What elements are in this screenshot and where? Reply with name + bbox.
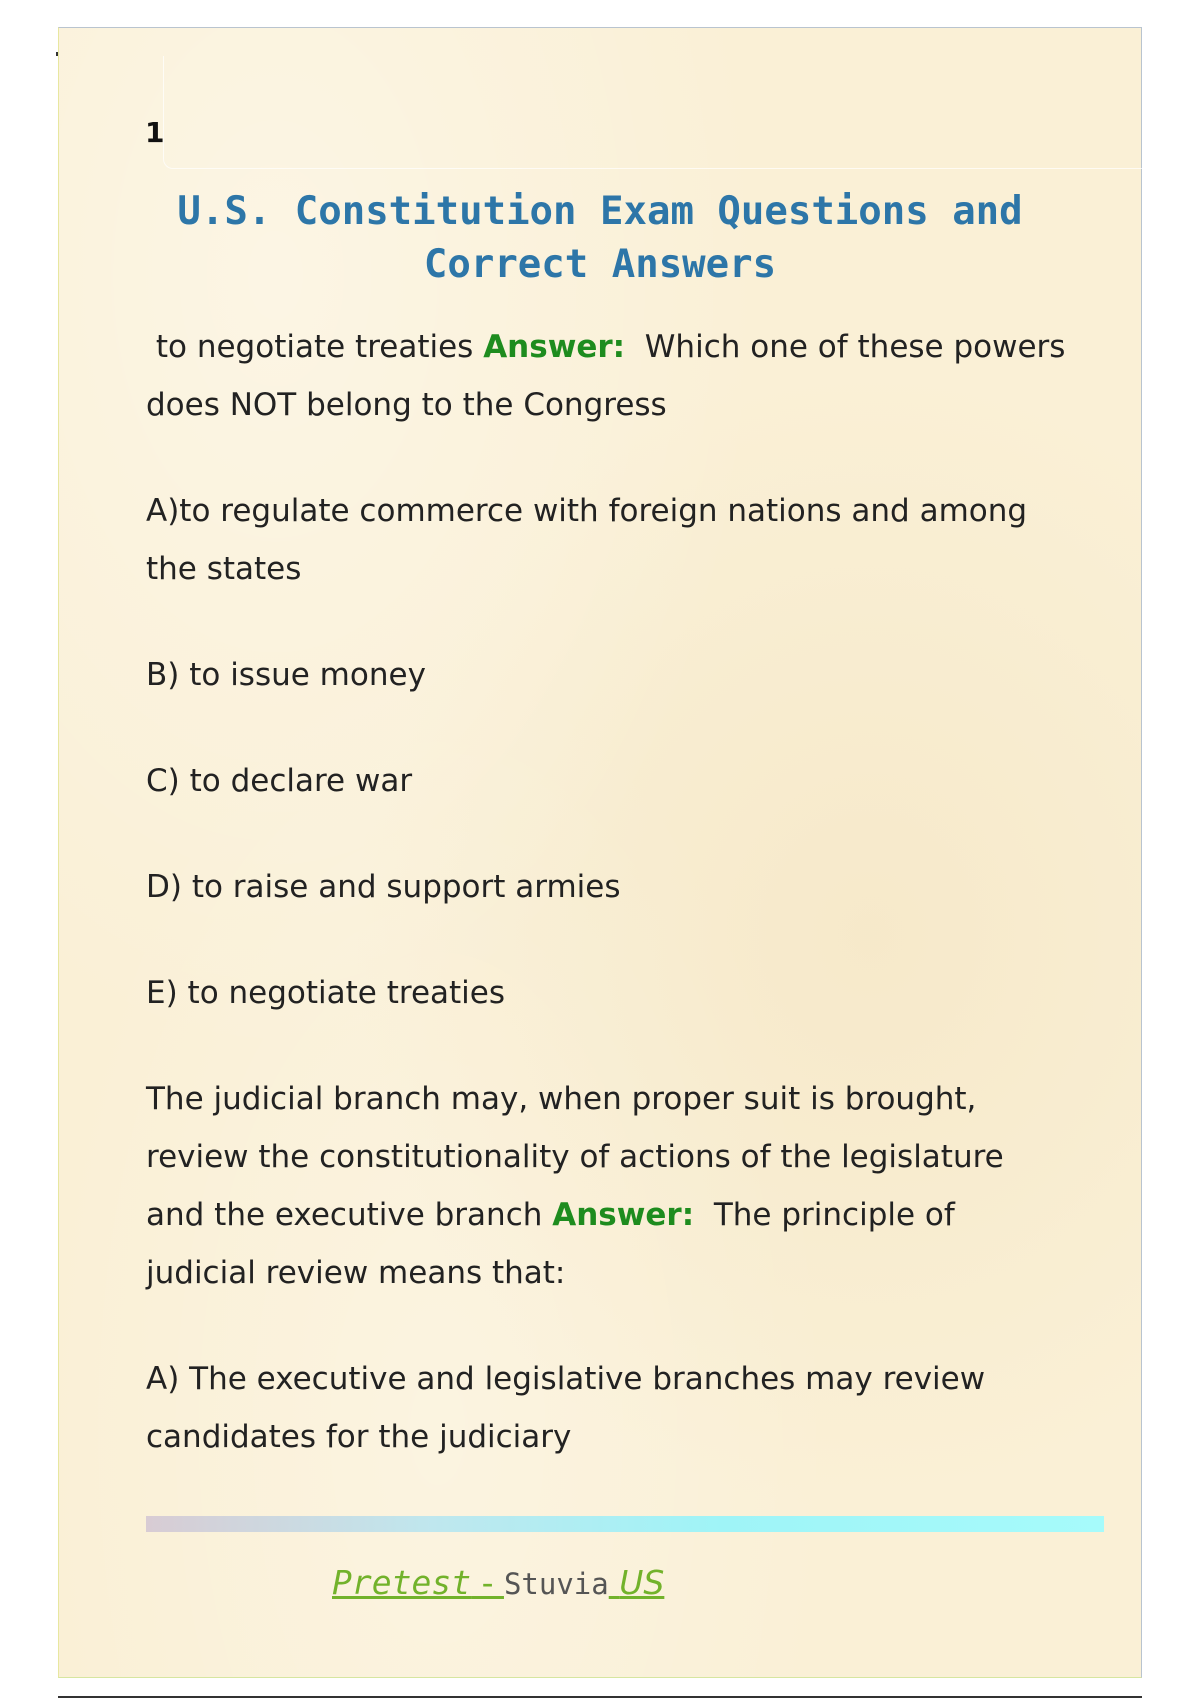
- footer-stuvia-text: Stuvia: [503, 1567, 609, 1601]
- footer-us-link[interactable]: US: [619, 1563, 665, 1602]
- question-1-option-b: B) to issue money: [146, 657, 426, 693]
- document-body: [146, 318, 1066, 1514]
- question-1-option-a: A)to regulate commerce with foreign nations and among the states: [146, 493, 1028, 587]
- question-1-text: Which one of these powers does NOT belong to the Congress: [146, 329, 1066, 423]
- question-2-option-a: A) The executive and legislative branches may review candidates for the judiciary: [146, 1361, 986, 1455]
- bottom-rule: [58, 1696, 1142, 1698]
- footer-brand[interactable]: [332, 1563, 664, 1602]
- corner-mark: [56, 52, 58, 56]
- question-2-lead: The judicial branch may, when proper suit is brought, review the constitutionality of actions of the legislature and the executive branch: [146, 1081, 1004, 1233]
- question-1: [146, 318, 1066, 434]
- question-2: [146, 1070, 1066, 1302]
- question-2-text: The principle of judicial review means that:: [146, 1197, 955, 1291]
- answer-label: Answer:: [483, 329, 626, 365]
- header-frame: [163, 56, 1155, 169]
- page-number: 1: [145, 116, 165, 149]
- question-1-option-c: C) to declare war: [146, 763, 413, 799]
- footer-separator: -: [471, 1563, 504, 1602]
- document-title: U.S. Constitution Exam Questions and Correct Answers: [177, 189, 1023, 287]
- footer-pretest-link[interactable]: Pretest: [332, 1563, 472, 1602]
- question-1-lead: to negotiate treaties: [155, 329, 474, 365]
- footer-divider-bar: [146, 1516, 1104, 1532]
- answer-label: Answer:: [552, 1197, 695, 1233]
- question-1-option-d: D) to raise and support armies: [146, 869, 621, 905]
- question-1-option-e: E) to negotiate treaties: [146, 975, 505, 1011]
